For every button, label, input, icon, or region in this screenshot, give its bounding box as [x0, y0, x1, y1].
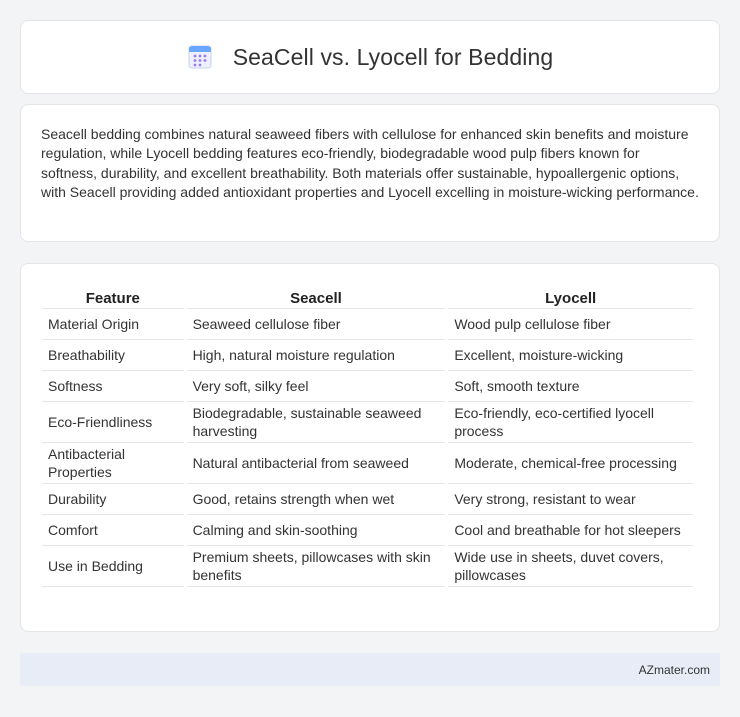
lyocell-cell: Cool and breathable for hot sleepers: [448, 515, 693, 546]
lyocell-cell: Excellent, moisture-wicking: [448, 340, 693, 371]
feature-cell: Eco-Friendliness: [42, 402, 184, 443]
header-feature: Feature: [42, 285, 184, 309]
table-row: [42, 340, 693, 371]
table-row: [42, 309, 693, 340]
table-row: [42, 515, 693, 546]
feature-cell: Softness: [42, 371, 184, 402]
header-seacell: Seacell: [187, 285, 446, 309]
lyocell-cell: Soft, smooth texture: [448, 371, 693, 402]
table-row: [42, 443, 693, 484]
table-row: [42, 546, 693, 587]
lyocell-cell: Very strong, resistant to wear: [448, 484, 693, 515]
table-header-row: [42, 285, 693, 309]
footer: [20, 653, 720, 686]
lyocell-cell: Wood pulp cellulose fiber: [448, 309, 693, 340]
lyocell-cell: Moderate, chemical-free processing: [448, 443, 693, 484]
feature-cell: Antibacterial Properties: [42, 443, 184, 484]
summary-card: [20, 104, 720, 242]
feature-cell: Material Origin: [42, 309, 184, 340]
table-row: [42, 484, 693, 515]
feature-cell: Comfort: [42, 515, 184, 546]
comparison-table-card: [20, 263, 720, 632]
lyocell-cell: Eco-friendly, eco-certified lyocell process: [448, 402, 693, 443]
summary-text: Seacell bedding combines natural seaweed fibers with cellulose for enhanced skin benefits and moisture regulation, while Lyocell bedding features eco-friendly, biodegradable wood pulp fibers known for softness, durability, and excellent breathability. Both materials offer sustainable, hypoallergenic options, with Seacell providing added antioxidant properties and Lyocell excelling in moisture-wicking performance.: [41, 126, 699, 201]
seacell-cell: Natural antibacterial from seaweed: [187, 443, 446, 484]
feature-cell: Use in Bedding: [42, 546, 184, 587]
seacell-cell: Very soft, silky feel: [187, 371, 446, 402]
seacell-cell: Premium sheets, pillowcases with skin benefits: [187, 546, 446, 587]
seacell-cell: Seaweed cellulose fiber: [187, 309, 446, 340]
seacell-cell: Biodegradable, sustainable seaweed harvesting: [187, 402, 446, 443]
page-title: SeaCell vs. Lyocell for Bedding: [232, 43, 554, 70]
seacell-cell: Good, retains strength when wet: [187, 484, 446, 515]
calendar-table-icon: [187, 44, 213, 70]
lyocell-cell: Wide use in sheets, duvet covers, pillowcases: [448, 546, 693, 587]
footer-brand: AZmater.com: [638, 662, 710, 677]
seacell-cell: Calming and skin-soothing: [187, 515, 446, 546]
header-lyocell: Lyocell: [448, 285, 693, 309]
table-row: [42, 402, 693, 443]
title-card: [20, 20, 720, 94]
comparison-table: [39, 285, 696, 587]
table-row: [42, 371, 693, 402]
feature-cell: Breathability: [42, 340, 184, 371]
feature-cell: Durability: [42, 484, 184, 515]
seacell-cell: High, natural moisture regulation: [187, 340, 446, 371]
